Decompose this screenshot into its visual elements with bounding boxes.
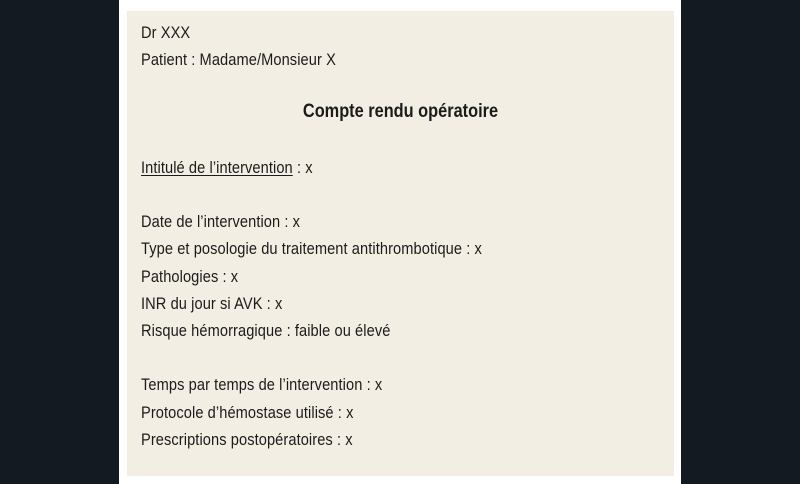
intervention-value: : x (292, 158, 313, 177)
detail-pathologies: Pathologies : x (141, 267, 239, 286)
procedure-steps: Temps par temps de l’intervention : x (141, 375, 383, 394)
detail-bleeding-risk: Risque hémorragique : faible ou élevé (141, 321, 391, 340)
procedure-hemostasis: Protocole d’hémostase utilisé : x (141, 403, 354, 422)
detail-date: Date de l’intervention : x (141, 212, 301, 231)
report-card (127, 11, 674, 476)
intervention-label: Intitulé de l’intervention (141, 158, 293, 177)
detail-treatment: Type et posologie du traitement antithrombotique : x (141, 239, 482, 258)
report-title: Compte rendu opératoire (302, 101, 499, 122)
document-page (119, 0, 681, 484)
intervention-title-line (141, 158, 313, 178)
procedure-prescriptions: Prescriptions postopératoires : x (141, 430, 353, 449)
patient-name: Patient : Madame/Monsieur X (141, 50, 336, 69)
doctor-name: Dr XXX (141, 23, 191, 42)
detail-inr: INR du jour si AVK : x (141, 294, 283, 313)
